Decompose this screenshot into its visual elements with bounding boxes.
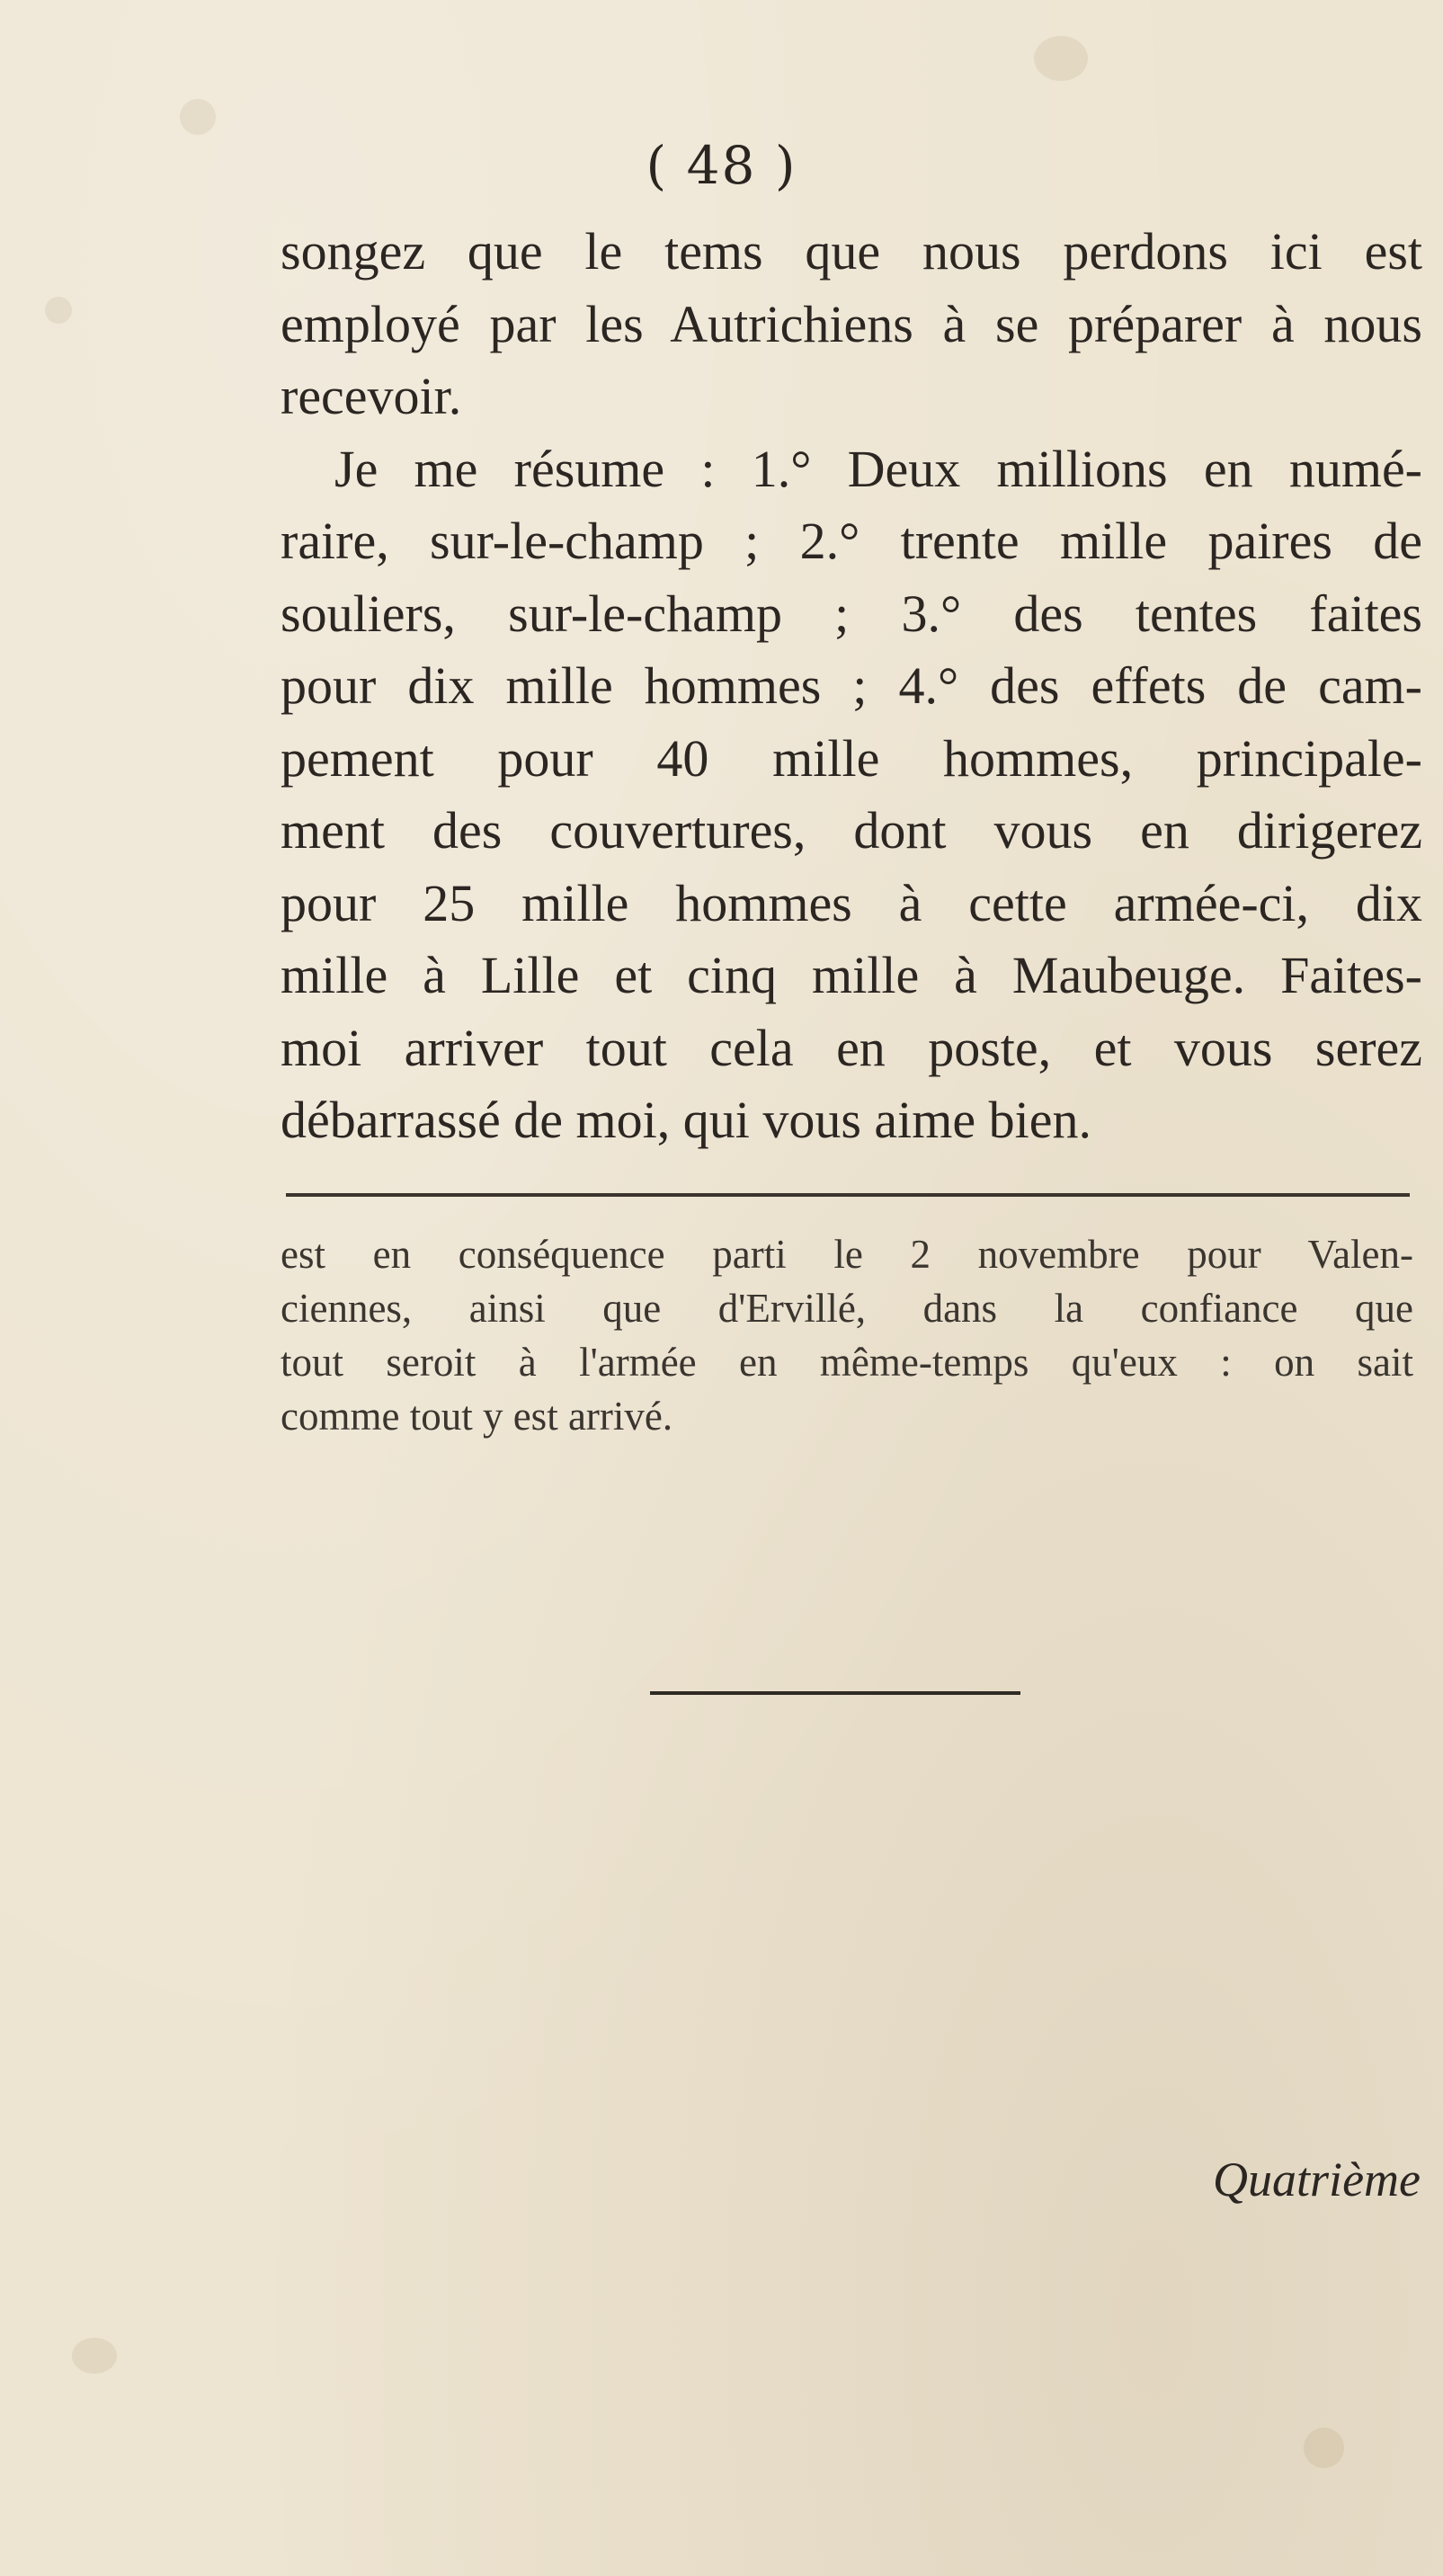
text-line: songez que le tems que nous perdons ici est: [281, 222, 1422, 281]
footnote-line: est en conséquence parti le 2 novembre pour Valen-: [281, 1232, 1413, 1277]
text-line: employé par les Autrichiens à se préparer à nous: [281, 294, 1422, 353]
text-line: recevoir.: [281, 367, 462, 425]
footnote-line: ciennes, ainsi que d'Ervillé, dans la confiance que: [281, 1286, 1413, 1331]
text-line: pement pour 40 mille hommes, principale-: [281, 728, 1422, 788]
text-line: débarrassé de moi, qui vous aime bien.: [281, 1091, 1091, 1149]
foxing-spot: [180, 99, 216, 135]
text-line: raire, sur-le-champ ; 2.° trente mille paires de: [281, 512, 1422, 570]
page-number: ( 48 ): [646, 135, 797, 196]
section-end-rule: [650, 1691, 1020, 1695]
letter-body: [281, 216, 1422, 1157]
footnote: [281, 1227, 1413, 1443]
text-line: pour 25 mille hommes à cette armée-ci, dix: [281, 873, 1422, 932]
text-line: moi arriver tout cela en poste, et vous serez: [281, 1018, 1422, 1077]
text-line: souliers, sur-le-champ ; 3.° des tentes faites: [281, 584, 1422, 643]
footnote-line: comme tout y est arrivé.: [281, 1394, 673, 1439]
footnote-separator-rule: [286, 1193, 1410, 1197]
foxing-spot: [1034, 36, 1088, 81]
text-line: ment des couvertures, dont vous en dirigerez: [281, 801, 1422, 860]
text-line: mille à Lille et cinq mille à Maubeuge. Faites-: [281, 946, 1422, 1004]
text-line: Je me résume : 1.° Deux millions en numé-: [334, 439, 1422, 498]
catchword: Quatrième: [1213, 2153, 1421, 2206]
foxing-spot: [72, 2338, 117, 2374]
foxing-spot: [45, 297, 72, 324]
text-line: pour dix mille hommes ; 4.° des effets de cam-: [281, 656, 1422, 715]
footnote-line: tout seroit à l'armée en même-temps qu'eux : on sait: [281, 1340, 1413, 1385]
foxing-spot: [1304, 2428, 1344, 2468]
